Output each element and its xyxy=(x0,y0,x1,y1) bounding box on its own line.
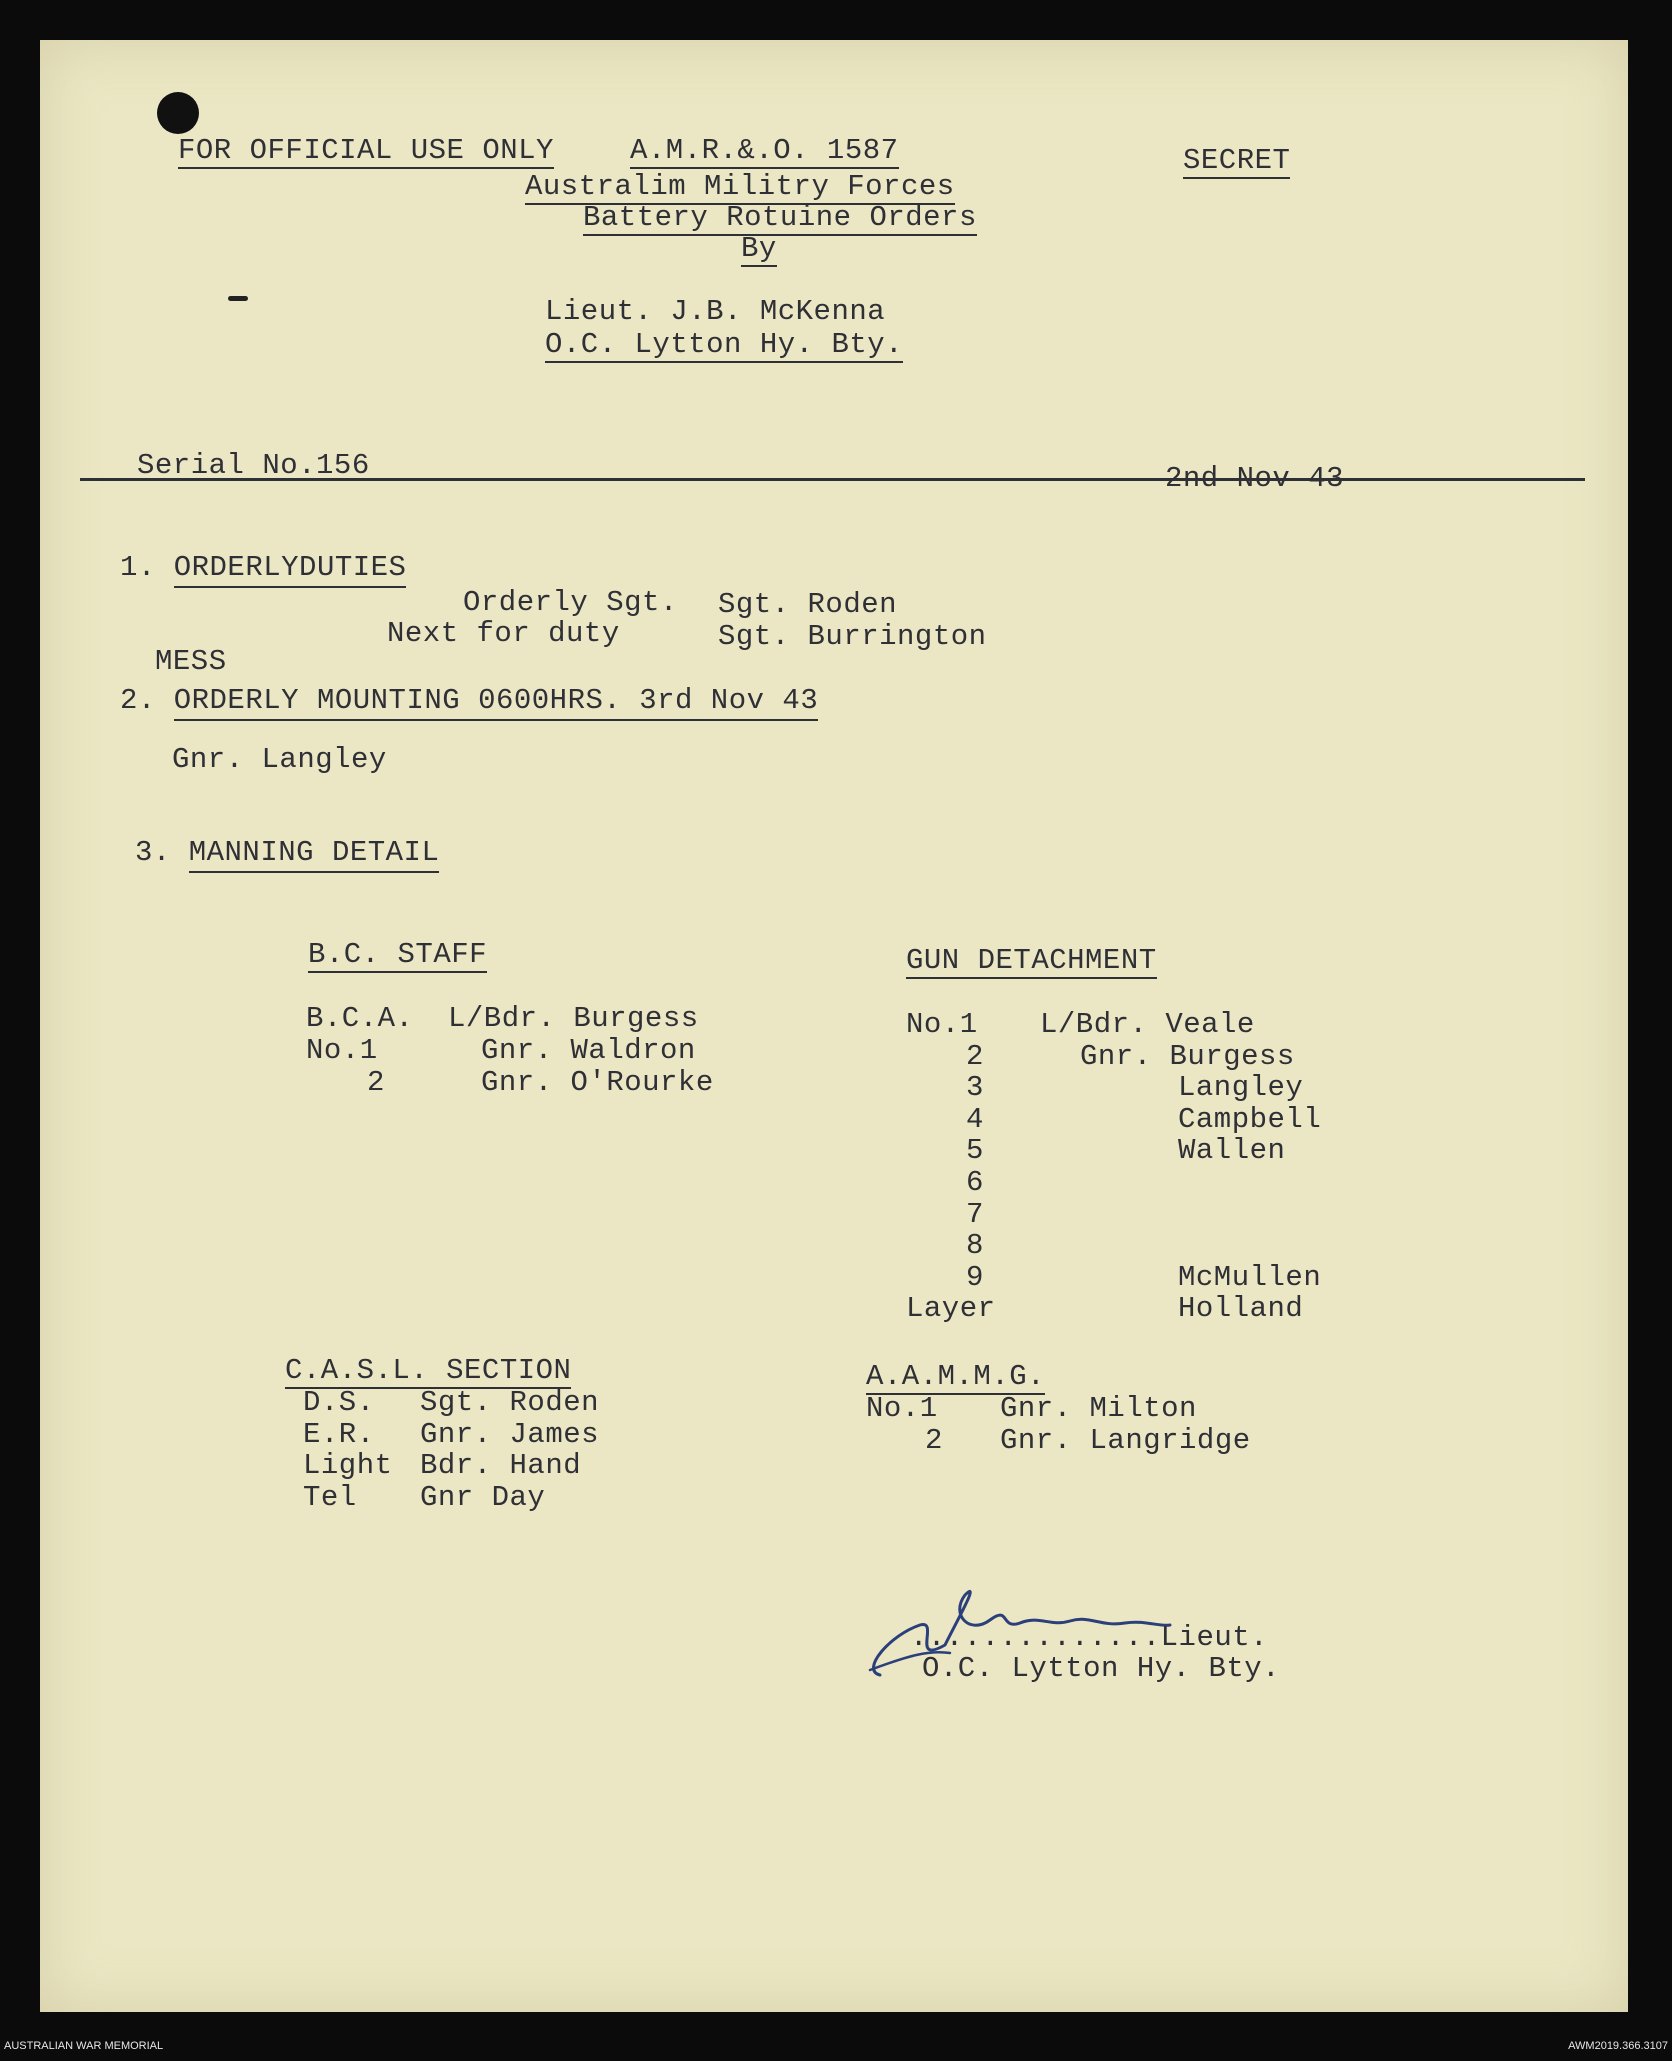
header-divider xyxy=(80,478,1585,481)
section-1-heading-text: ORDERLYDUTIES xyxy=(174,551,407,588)
archive-footer-right: AWM2019.366.3107 xyxy=(1568,2040,1668,2052)
casl-name: Bdr. Hand xyxy=(420,1449,582,1482)
bc-staff-role-1: B.C.A. xyxy=(306,1002,414,1035)
punch-hole xyxy=(157,92,199,134)
casl-name: Sgt. Roden xyxy=(420,1386,600,1419)
issuer-name: Lieut. J.B. McKenna xyxy=(545,295,886,328)
mess-orderly-name: Gnr. Langley xyxy=(172,743,387,776)
casl-name: Gnr Day xyxy=(420,1480,546,1514)
gun-detachment-name: Gnr. Burgess xyxy=(1080,1039,1295,1073)
gun-detachment-number: 2 xyxy=(966,1039,984,1073)
gun-detachment-name: McMullen xyxy=(1178,1260,1322,1294)
next-for-duty-value: Sgt. Burrington xyxy=(718,620,987,653)
title-line-2: Battery Rotuine Orders xyxy=(583,201,977,234)
serial-number: Serial No.156 xyxy=(137,449,370,482)
signatory-unit: O.C. Lytton Hy. Bty. xyxy=(922,1652,1281,1685)
gun-detachment-number: 8 xyxy=(966,1229,984,1263)
next-for-duty-label: Next for duty xyxy=(387,617,620,650)
casl-section-title: C.A.S.L. SECTION xyxy=(285,1354,572,1387)
title-line-1: Australim Militry Forces xyxy=(525,170,955,203)
casl-role: D.S. xyxy=(303,1386,375,1419)
issuer-unit: O.C. Lytton Hy. Bty. xyxy=(545,328,904,361)
gun-detachment-number: 9 xyxy=(966,1260,984,1294)
casl-role: Light xyxy=(303,1449,393,1482)
gun-detachment-title: GUN DETACHMENT xyxy=(906,944,1157,977)
signature-line: ..............Lieut. xyxy=(910,1621,1269,1654)
casl-name: Gnr. James xyxy=(420,1417,600,1451)
gun-detachment-number: No.1 xyxy=(906,1008,978,1041)
section-2-heading-text: ORDERLY MOUNTING 0600HRS. 3rd Nov 43 xyxy=(174,684,819,721)
gun-detachment-name: Holland xyxy=(1178,1292,1304,1326)
aamg-name: Gnr. Langridge xyxy=(1000,1424,1251,1457)
gun-detachment-name: Langley xyxy=(1178,1071,1304,1105)
bc-staff-name-1: L/Bdr. Burgess xyxy=(448,1002,699,1035)
mess-annotation: MESS xyxy=(155,645,227,678)
bc-staff-role-3: 2 xyxy=(367,1066,385,1099)
section-3-heading: 3. MANNING DETAIL xyxy=(135,838,439,867)
aamg-name: Gnr. Milton xyxy=(1000,1392,1197,1425)
section-2-heading: 2. ORDERLY MOUNTING 0600HRS. 3rd Nov 43 xyxy=(120,686,818,715)
section-3-heading-text: MANNING DETAIL xyxy=(189,836,440,873)
bc-staff-name-3: Gnr. O'Rourke xyxy=(481,1066,714,1099)
section-1-heading: 1. ORDERLYDUTIES xyxy=(120,553,406,582)
title-line-3: By xyxy=(741,232,777,265)
gun-detachment-number: 4 xyxy=(966,1102,984,1136)
gun-detachment-number: 5 xyxy=(966,1134,984,1168)
gun-detachment-name: L/Bdr. Veale xyxy=(1040,1008,1255,1041)
aamg-title: A.A.M.M.G. xyxy=(866,1360,1046,1393)
official-use-label: FOR OFFICIAL USE ONLY xyxy=(178,134,554,167)
order-date: 2nd Nov 43 xyxy=(1165,462,1345,495)
gun-detachment-number: 6 xyxy=(966,1166,984,1199)
bc-staff-role-2: No.1 xyxy=(306,1034,378,1067)
gun-detachment-number: 7 xyxy=(966,1197,984,1231)
gun-detachment-name: Wallen xyxy=(1178,1134,1286,1168)
casl-role: Tel xyxy=(303,1480,357,1514)
archive-footer-left: AUSTRALIAN WAR MEMORIAL xyxy=(4,2040,164,2052)
gun-detachment-name: Campbell xyxy=(1178,1102,1322,1136)
aamg-number: No.1 xyxy=(866,1392,938,1425)
aamg-number: 2 xyxy=(925,1424,943,1457)
casl-role: E.R. xyxy=(303,1417,375,1451)
gun-detachment-number: Layer xyxy=(906,1292,996,1326)
classification-label: SECRET xyxy=(1183,144,1291,177)
gun-detachment-number: 3 xyxy=(966,1071,984,1105)
bc-staff-title: B.C. STAFF xyxy=(308,938,488,971)
orderly-sgt-value: Sgt. Roden xyxy=(718,588,898,621)
ink-mark xyxy=(228,296,248,301)
order-reference: A.M.R.&.O. 1587 xyxy=(630,134,899,167)
bc-staff-name-2: Gnr. Waldron xyxy=(481,1034,696,1067)
orderly-sgt-label: Orderly Sgt. xyxy=(463,586,678,619)
